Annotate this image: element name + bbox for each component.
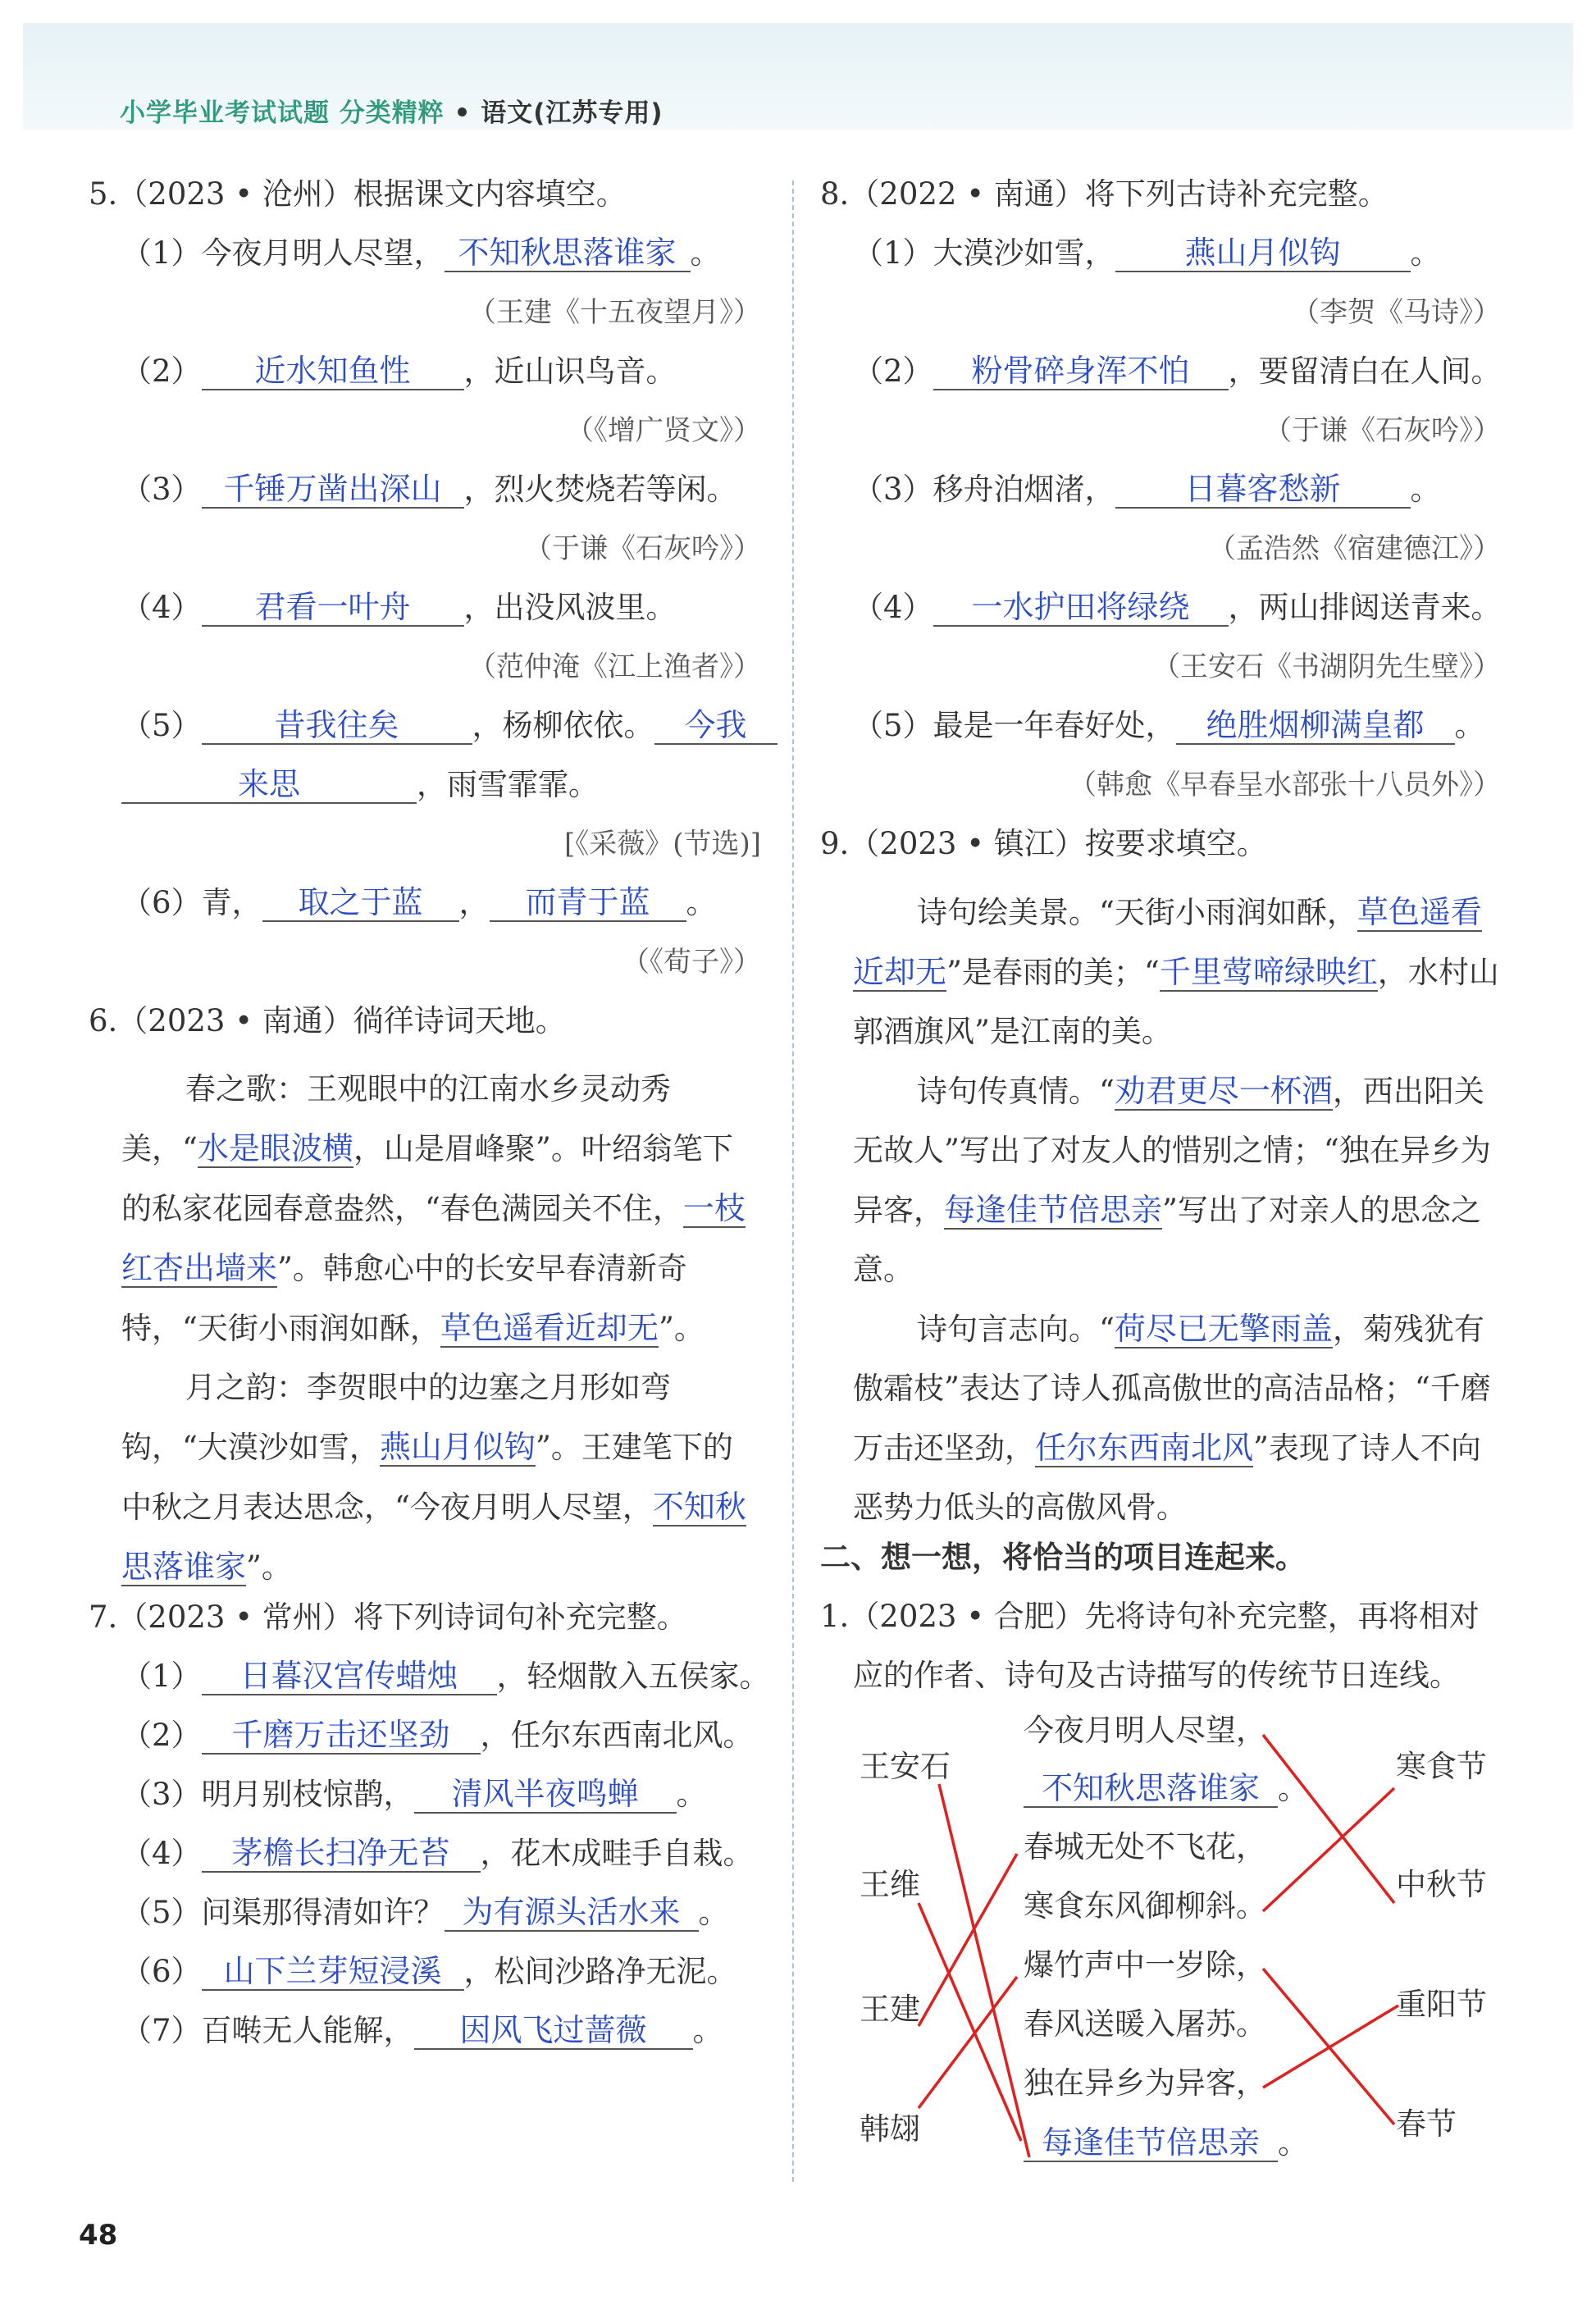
para-text: ，水村山郭酒旗风”是江南的美。: [853, 955, 1499, 1049]
q8-item-2: [820, 351, 1501, 410]
q9-title: 9.（2023 • 镇江）按要求填空。: [820, 826, 1267, 861]
para-text: 诗句传真情。“: [917, 1074, 1115, 1109]
q7-item-5: [89, 1892, 761, 1951]
author-wang-jian: 王建: [860, 1992, 920, 2027]
answer-blank: 今我: [654, 707, 777, 745]
q9-paragraph-3: [820, 1299, 1501, 1537]
answer-blank: 来思: [121, 766, 417, 804]
para-text: ”是春雨的美；“: [946, 955, 1160, 990]
q5-source-6: （《荀子》）: [622, 946, 761, 979]
q7-item-3: [89, 1774, 761, 1833]
item-text: 。: [698, 1895, 729, 1930]
q8-source-3: （孟浩然《宿建德江》）: [1208, 532, 1501, 565]
item-text: （1）: [121, 1659, 202, 1694]
para-text: ”。: [658, 1311, 705, 1346]
poem-line: 爆竹声中一岁除，: [1024, 1947, 1266, 1983]
item-text: 。: [1454, 708, 1485, 743]
q8-source-5: （韩愈《早春呈水部张十八员外》）: [1069, 769, 1501, 801]
column-divider: [792, 180, 794, 2182]
item-text: ，轻烟散入五侯家。: [496, 1659, 770, 1694]
answer-blank: 清风半夜鸣蝉: [414, 1776, 677, 1814]
item-text: （2）: [121, 1718, 202, 1753]
q9-paragraph-1: [820, 883, 1501, 1061]
left-column: [89, 174, 770, 2070]
item-text: （1）大漠沙如雪，: [853, 235, 1115, 271]
item-text: （3）: [121, 472, 202, 507]
poem-line: 寒食东风御柳斜。: [1024, 1888, 1266, 1924]
answer-blank: 任尔东西南北风: [1035, 1430, 1254, 1466]
answer-blank: 日暮汉宫传蜡烛: [202, 1658, 497, 1695]
answer-blank: 千锤万凿出深山: [202, 471, 464, 509]
poem-answer-1: [1024, 1770, 1308, 1808]
answer-blank: 千里莺啼绿映红: [1159, 954, 1378, 990]
answer-blank: 绝胜烟柳满皇都: [1176, 707, 1455, 745]
q5-item-1: [89, 233, 761, 292]
author-wang-wei: 王维: [860, 1867, 920, 1902]
q6-title: 6.（2023 • 南通）徜徉诗词天地。: [89, 1003, 566, 1038]
page-header: [23, 23, 1573, 130]
book-subject: 语文(江苏专用): [481, 98, 663, 128]
para-text: ”表现了诗人不向恶势力低头的高傲风骨。: [853, 1431, 1481, 1525]
answer-blank: 粉骨碎身浑不怕: [933, 353, 1229, 390]
answer-blank: 草色遥看近却无: [853, 894, 1482, 990]
item-text: （2）: [853, 354, 933, 389]
book-series: 小学毕业考试试题 分类精粹: [120, 98, 445, 128]
q7-item-2: [89, 1715, 761, 1774]
item-text: （5）最是一年春好处，: [853, 708, 1176, 743]
q5-source-1: （王建《十五夜望月》）: [468, 296, 761, 329]
festival-double-ninth: 重阳节: [1396, 1987, 1487, 2022]
item-text: （3）明月别枝惊鹊，: [121, 1777, 414, 1812]
q2-1-title-line-1: 1.（2023 • 合肥）先将诗句补充完整，再将相对: [820, 1599, 1480, 1634]
answer-blank: 不知秋思落谁家: [1024, 1770, 1278, 1808]
right-column: [820, 174, 1501, 1714]
q5-item-6: [89, 883, 761, 942]
page-number: 48: [79, 2219, 118, 2252]
q7-item-4: [89, 1833, 761, 1892]
answer-blank: 日暮客愁新: [1115, 471, 1411, 509]
answer-blank: 不知秋思落谁家: [121, 1489, 746, 1585]
q7-item-7: [89, 2010, 761, 2070]
answer-blank: 为有源头活水来: [445, 1894, 699, 1932]
para-text: ”。: [246, 1549, 292, 1585]
para-text: 诗句言志向。“: [917, 1312, 1115, 1347]
q8-title: 8.（2022 • 南通）将下列古诗补充完整。: [820, 176, 1389, 212]
answer-blank: 昔我往矣: [202, 707, 472, 745]
q8-item-5: [820, 705, 1501, 764]
item-text: （3）移舟泊烟渚，: [853, 472, 1115, 507]
answer-blank: 一水护田将绿绕: [933, 589, 1229, 627]
answer-blank: 山下兰芽短浸溪: [202, 1953, 464, 1991]
poem-punct: 。: [1278, 2125, 1308, 2161]
answer-blank: 一枝红杏出墙来: [121, 1190, 746, 1286]
q5-title: 5.（2023 • 沧州）根据课文内容填空。: [89, 176, 627, 212]
item-text: （4）: [853, 590, 933, 625]
q5-source-2: （《增广贤文》）: [566, 414, 761, 447]
para-text: ，山是眉峰聚”。叶绍翁笔下的私家花园春意盎然，“春色满园关不住，: [121, 1131, 733, 1226]
match-line: [1263, 2006, 1398, 2088]
item-text: ，雨雪霏霏。: [417, 767, 599, 802]
matching-exercise: [820, 1698, 1509, 2206]
item-text: ，杨柳依依。: [472, 708, 654, 743]
q8-source-4: （王安石《书湖阴先生壁》）: [1152, 650, 1501, 683]
item-text: （6）青，: [121, 885, 262, 920]
section-2-title: 二、想一想，将恰当的项目连起来。: [820, 1540, 1306, 1575]
answer-blank: 水是眼波横: [197, 1130, 353, 1166]
answer-blank: 不知秋思落谁家: [445, 235, 691, 272]
q5-source-4: （范仲淹《江上渔者》）: [468, 650, 761, 683]
item-text: ，: [458, 885, 490, 920]
item-text: 。: [692, 2013, 723, 2048]
book-title: [120, 92, 663, 129]
answer-blank: 茅檐长扫净无苔: [202, 1835, 481, 1873]
para-text: ”。王建笔下的中秋之月表达思念，“今夜月明人尽望，: [121, 1430, 733, 1525]
item-text: ，两山排闼送青来。: [1228, 590, 1502, 625]
q8-source-2: （于谦《石灰吟》）: [1264, 414, 1501, 447]
answer-blank: 每逢佳节倍思亲: [944, 1192, 1163, 1228]
q7-title: 7.（2023 • 常州）将下列诗词句补充完整。: [89, 1600, 687, 1635]
festival-spring: 春节: [1396, 2106, 1457, 2142]
poem-line: 今夜月明人尽望，: [1024, 1713, 1266, 1748]
q8-item-4: [820, 587, 1501, 646]
q7-item-6: [89, 1951, 761, 2010]
author-han-hong: 韩翃: [860, 2111, 920, 2147]
q6-paragraph-1: [89, 1060, 761, 1358]
item-text: 。: [1410, 472, 1441, 507]
answer-blank: 燕山月似钩: [1115, 235, 1411, 272]
item-text: 。: [1410, 235, 1441, 271]
para-text: ，菊残犹有傲霜枝”表达了诗人孤高傲世的高洁品格；“千磨万击还坚劲，: [853, 1312, 1491, 1466]
item-text: ，松间沙路净无泥。: [463, 1954, 737, 1989]
q9-paragraph-2: [820, 1061, 1501, 1299]
q5-source-3: （于谦《石灰吟》）: [524, 532, 761, 565]
q5-item-5-cont: [89, 764, 761, 824]
festival-hanshi: 寒食节: [1396, 1749, 1487, 1784]
item-text: ，任尔东西南北风。: [480, 1718, 754, 1753]
para-text: 春之歌：王观眼中的江南水乡灵动秀美，“: [121, 1071, 671, 1166]
q8-source-1: （李贺《马诗》）: [1292, 296, 1501, 329]
poem-line: 春风送暖入屠苏。: [1024, 2006, 1266, 2042]
item-text: 。: [690, 235, 721, 271]
answer-blank: 劝君更尽一杯酒: [1114, 1073, 1333, 1109]
answer-blank: 因风飞过蔷薇: [414, 2012, 693, 2050]
q6-paragraph-2: [89, 1358, 761, 1597]
poem-answer-2: [1024, 2124, 1308, 2162]
para-text: ，西出阳关无故人”写出了对友人的惜别之情；“独在异乡为异客，: [853, 1074, 1491, 1228]
item-text: （5）: [121, 708, 202, 743]
poem-line: 春城无处不飞花，: [1024, 1829, 1266, 1864]
poem-line: 独在异乡为异客，: [1024, 2065, 1266, 2101]
answer-blank: 取之于蓝: [262, 884, 459, 922]
item-text: （4）: [121, 590, 202, 625]
author-wang-anshi: 王安石: [860, 1749, 951, 1784]
para-text: ”写出了对亲人的思念之意。: [853, 1193, 1481, 1287]
festival-mid-autumn: 中秋节: [1396, 1867, 1487, 1902]
q5-item-2: [89, 351, 761, 410]
para-text: 诗句绘美景。“天街小雨润如酥，: [917, 895, 1357, 930]
item-text: ，近山识鸟音。: [463, 354, 677, 389]
item-text: 。: [676, 1777, 707, 1812]
answer-blank: 近水知鱼性: [202, 353, 464, 390]
item-text: （7）百啭无人能解，: [121, 2013, 414, 2048]
answer-blank: 草色遥看近却无: [440, 1310, 659, 1346]
item-text: （6）: [121, 1954, 202, 1989]
item-text: （1）今夜月明人尽望，: [121, 235, 445, 271]
item-text: ，花木成畦手自栽。: [480, 1836, 754, 1871]
q2-1-title-line-2: 应的作者、诗句及古诗描写的传统节日连线。: [853, 1658, 1460, 1693]
q5-item-4: [89, 587, 761, 646]
item-text: 。: [686, 885, 717, 920]
item-text: ，出没风波里。: [463, 590, 677, 625]
answer-blank: 君看一叶舟: [202, 589, 464, 627]
q8-item-3: [820, 469, 1501, 528]
answer-blank: 每逢佳节倍思亲: [1024, 2124, 1278, 2162]
answer-blank: 荷尽已无擎雨盖: [1114, 1311, 1333, 1347]
item-text: ，烈火焚烧若等闲。: [463, 472, 737, 507]
para-text: 月之韵：李贺眼中的边塞之月形如弯钩，“大漠沙如雪，: [121, 1370, 671, 1465]
answer-blank: 燕山月似钩: [379, 1429, 536, 1465]
q5-item-3: [89, 469, 761, 528]
item-text: ，要留清白在人间。: [1228, 354, 1502, 389]
answer-blank: 千磨万击还坚劲: [202, 1717, 481, 1755]
item-text: （4）: [121, 1836, 202, 1871]
para-text: ”。韩愈心中的长安早春清新奇特，“天街小雨润如酥，: [121, 1251, 687, 1346]
q5-item-5: [89, 705, 761, 764]
match-line: [939, 1784, 1029, 2157]
match-line: [1263, 1735, 1394, 1903]
q8-item-1: [820, 233, 1501, 292]
q7-item-1: [89, 1656, 770, 1715]
item-text: （5）问渠那得清如许？: [121, 1895, 445, 1930]
title-separator: •: [444, 98, 481, 128]
item-text: （2）: [121, 354, 202, 389]
poem-punct: 。: [1278, 1771, 1308, 1806]
answer-blank: 而青于蓝: [490, 884, 686, 922]
q5-source-5: [《采薇》(节选)]: [563, 828, 761, 860]
